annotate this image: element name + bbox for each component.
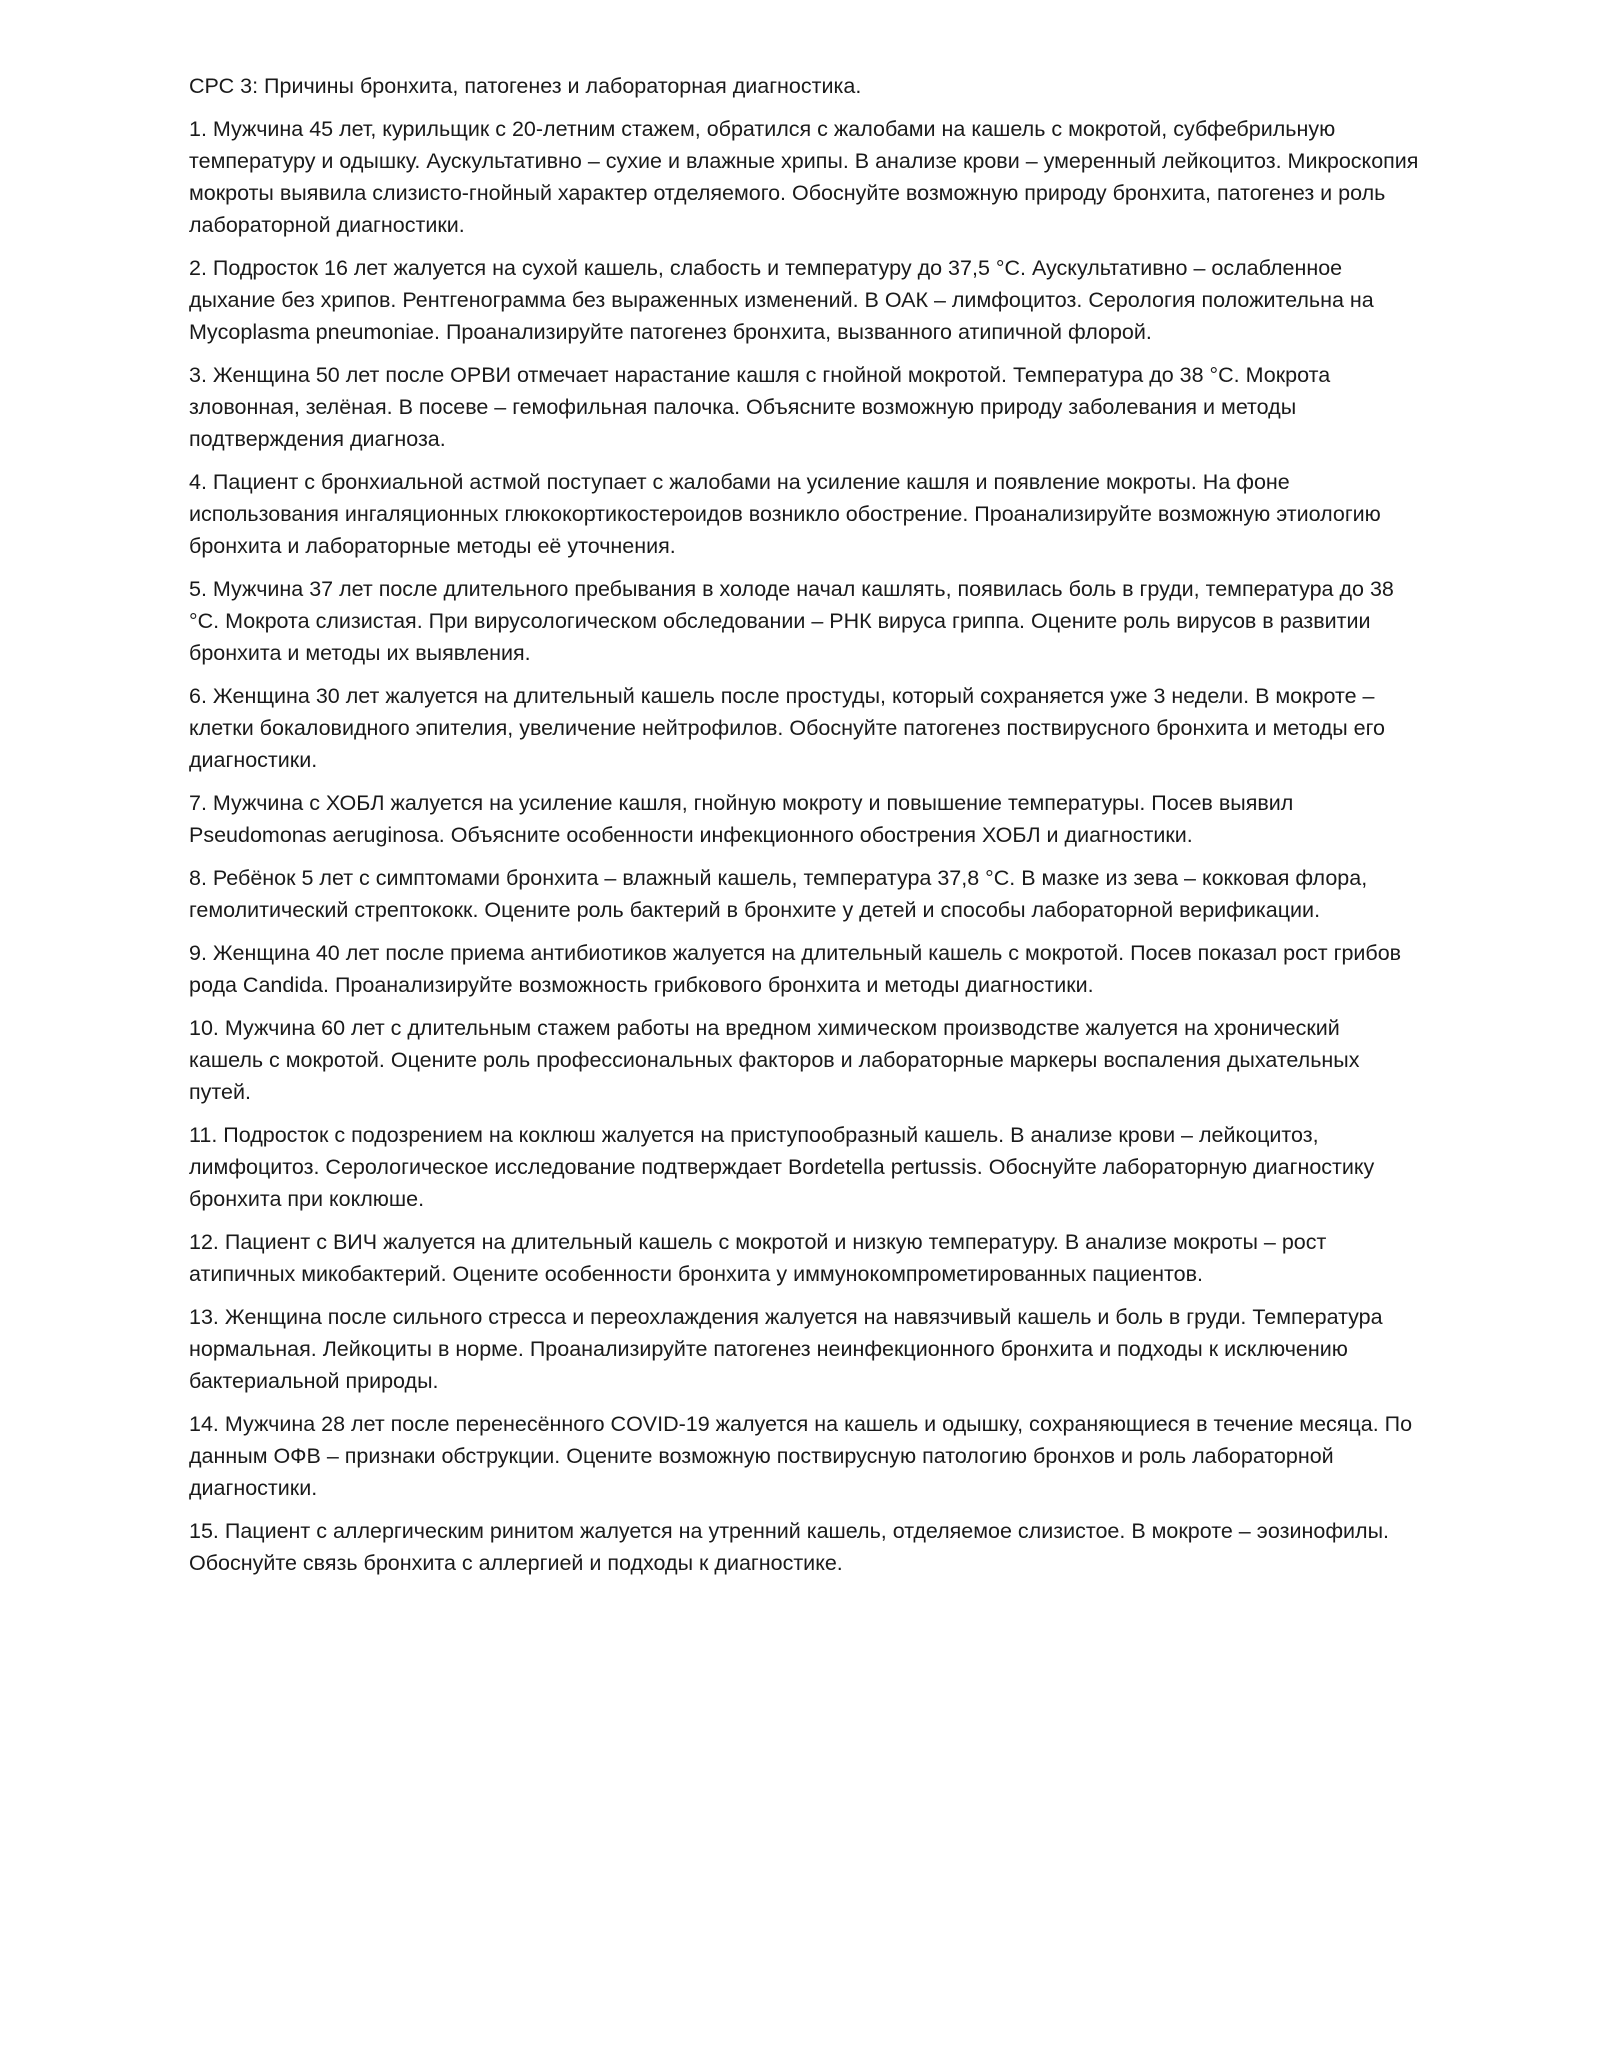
task-1: 1. Мужчина 45 лет, курильщик с 20-летним стажем, обратился с жалобами на кашель с мокротой, субфебрильную температуру и одышку. Аускультативно – сухие и влажные хрипы. В анализе крови – умеренный лейкоцитоз. Микроскопия мокроты выявила слизисто-гнойный характер отделяемого. Обоснуйте возможную природу бронхита, патогенез и роль лабораторной диагностики.	[189, 117, 1419, 237]
task-13: 13. Женщина после сильного стресса и переохлаждения жалуется на навязчивый кашель и боль в груди. Температура нормальная. Лейкоциты в норме. Проанализируйте патогенез неинфекционного бронхита и подходы к исключению бактериальной природы.	[189, 1305, 1383, 1393]
document-title: СРС 3: Причины бронхита, патогенез и лабораторная диагностика.	[189, 74, 862, 98]
task-9: 9. Женщина 40 лет после приема антибиотиков жалуется на длительный кашель с мокротой. Посев показал рост грибов рода Candida. Проанализируйте возможность грибкового бронхита и методы диагностики.	[189, 941, 1402, 997]
task-2: 2. Подросток 16 лет жалуется на сухой кашель, слабость и температуру до 37,5 °С. Аускультативно – ослабленное дыхание без хрипов. Рентгенограмма без выраженных изменений. В ОАК – лимфоцитоз. Серология положительна на Mycoplasma pneumoniae. Проанализируйте патогенез бронхита, вызванного атипичной флорой.	[189, 256, 1374, 344]
task-11: 11. Подросток с подозрением на коклюш жалуется на приступообразный кашель. В анализе крови – лейкоцитоз, лимфоцитоз. Серологическое исследование подтверждает Bordetella pertussis. Обоснуйте лабораторную диагностику бронхита при коклюше.	[189, 1123, 1375, 1211]
task-15: 15. Пациент с аллергическим ринитом жалуется на утренний кашель, отделяемое слизистое. В мокроте – эозинофилы. Обоснуйте связь бронхита с аллергией и подходы к диагностике.	[189, 1519, 1389, 1575]
task-14: 14. Мужчина 28 лет после перенесённого COVID-19 жалуется на кашель и одышку, сохраняющиеся в течение месяца. По данным ОФВ – признаки обструкции. Оцените возможную поствирусную патологию бронхов и роль лабораторной диагностики.	[189, 1412, 1413, 1500]
document-body	[189, 70, 1419, 1590]
task-8: 8. Ребёнок 5 лет с симптомами бронхита – влажный кашель, температура 37,8 °С. В мазке из зева – кокковая флора, гемолитический стрептококк. Оцените роль бактерий в бронхите у детей и способы лабораторной верификации.	[189, 866, 1368, 922]
task-3: 3. Женщина 50 лет после ОРВИ отмечает нарастание кашля с гнойной мокротой. Температура до 38 °С. Мокрота зловонная, зелёная. В посеве – гемофильная палочка. Объясните возможную природу заболевания и методы подтверждения диагноза.	[189, 363, 1331, 451]
task-7: 7. Мужчина с ХОБЛ жалуется на усиление кашля, гнойную мокроту и повышение температуры. Посев выявил Pseudomonas aeruginosa. Объясните особенности инфекционного обострения ХОБЛ и диагностики.	[189, 791, 1294, 847]
task-4: 4. Пациент с бронхиальной астмой поступает с жалобами на усиление кашля и появление мокроты. На фоне использования ингаляционных глюкокортикостероидов возникло обострение. Проанализируйте возможную этиологию бронхита и лабораторные методы её уточнения.	[189, 470, 1381, 558]
task-5: 5. Мужчина 37 лет после длительного пребывания в холоде начал кашлять, появилась боль в груди, температура до 38 °С. Мокрота слизистая. При вирусологическом обследовании – РНК вируса гриппа. Оцените роль вирусов в развитии бронхита и методы их выявления.	[189, 577, 1394, 665]
task-6: 6. Женщина 30 лет жалуется на длительный кашель после простуды, который сохраняется уже 3 недели. В мокроте – клетки бокаловидного эпителия, увеличение нейтрофилов. Обоснуйте патогенез поствирусного бронхита и методы его диагностики.	[189, 684, 1385, 772]
task-10: 10. Мужчина 60 лет с длительным стажем работы на вредном химическом производстве жалуется на хронический кашель с мокротой. Оцените роль профессиональных факторов и лабораторные маркеры воспаления дыхательных путей.	[189, 1016, 1360, 1104]
task-12: 12. Пациент с ВИЧ жалуется на длительный кашель с мокротой и низкую температуру. В анализе мокроты – рост атипичных микобактерий. Оцените особенности бронхита у иммунокомпрометированных пациентов.	[189, 1230, 1327, 1286]
